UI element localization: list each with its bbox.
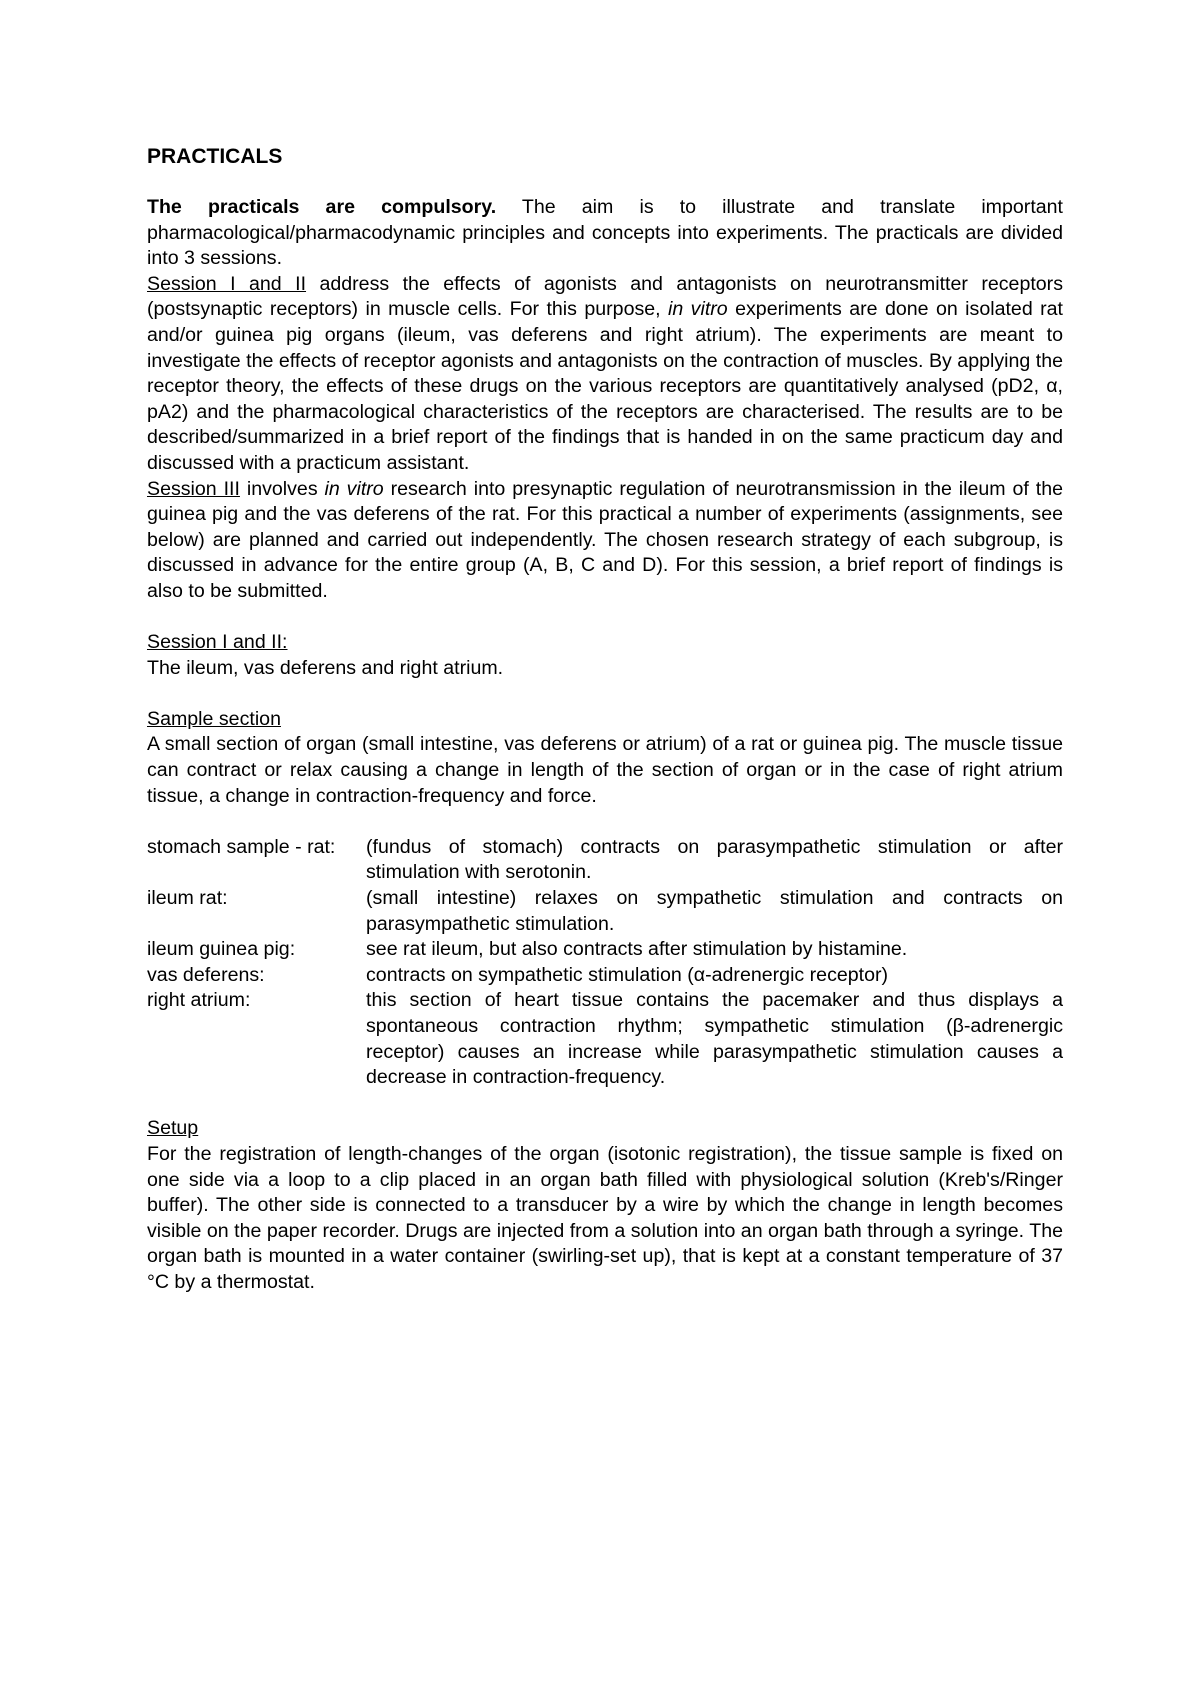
session-3-paragraph xyxy=(147,477,1063,605)
sample-section-paragraph: A small section of organ (small intestine, vas deferens or atrium) of a rat or guinea pig. The muscle tissue can contract or relax causing a change in length of the section of organ or in the case of right atrium tissue, a change in contraction-frequency and force. xyxy=(147,733,1063,807)
document-page xyxy=(147,143,1063,1296)
intro-text: The aim is to illustrate and translate important pharmacological/pharmacodynamic principles and concepts into experiments. The practicals are divided into 3 sessions. xyxy=(147,196,1064,270)
session-1-2-italic: in vitro xyxy=(668,298,728,321)
organ-term: stomach sample - rat: xyxy=(147,835,336,858)
organ-description: (small intestine) relaxes on sympathetic stimulation and contracts on parasympathetic stimulation. xyxy=(366,887,1063,935)
session-1-2-subtitle: The ileum, vas deferens and right atrium. xyxy=(147,656,504,679)
setup-paragraph: For the registration of length-changes of the organ (isotonic registration), the tissue sample is fixed on one side via a loop to a clip placed in an organ bath filled with physiological solution (Kreb's/Ringer buffer). The other side is connected to a transducer by a wire by which the change in length becomes visible on the paper recorder. Drugs are injected from a solution into an organ bath through a syringe. The organ bath is mounted in a water container (swirling-set up), that is kept at a constant temperature of 37 °C by a thermostat. xyxy=(147,1142,1063,1293)
page-title: PRACTICALS xyxy=(147,145,283,168)
session-1-2-text-a: address the effects of agonists and antagonists on neurotransmitter receptors (postsynaptic receptors) in muscle cells. For this purpose, xyxy=(147,272,1064,321)
setup-heading xyxy=(147,1116,1063,1142)
organ-description: this section of heart tissue contains the pacemaker and thus displays a spontaneous contraction rhythm; sympathetic stimulation (β-adrenergic receptor) causes an increase while parasympathetic stimulation causes a decrease in contraction-frequency. xyxy=(366,989,1063,1089)
session-1-2-label: Session I and II xyxy=(147,272,307,295)
organ-term: vas deferens: xyxy=(147,963,265,986)
organ-term: ileum guinea pig: xyxy=(147,938,296,961)
sample-section-heading-label: Sample section xyxy=(147,707,281,730)
organ-definition-list xyxy=(147,835,1063,1091)
organ-term: right atrium: xyxy=(147,989,251,1012)
organ-description: contracts on sympathetic stimulation (α-adrenergic receptor) xyxy=(366,963,889,986)
session-1-2-heading-label: Session I and II: xyxy=(147,631,288,654)
organ-row xyxy=(147,963,1063,989)
organ-description: (fundus of stomach) contracts on parasympathetic stimulation or after stimulation with serotonin. xyxy=(366,835,1063,884)
organ-row xyxy=(147,988,1063,1090)
setup-heading-label: Setup xyxy=(147,1117,199,1140)
organ-description: see rat ileum, but also contracts after stimulation by histamine. xyxy=(366,938,908,961)
session-3-italic: in vitro xyxy=(324,477,384,500)
sample-section-heading xyxy=(147,707,1063,733)
organ-row xyxy=(147,886,1063,937)
organ-term: ileum rat: xyxy=(147,887,228,910)
organ-row xyxy=(147,937,1063,963)
intro-paragraph xyxy=(147,195,1063,272)
session-1-2-paragraph xyxy=(147,272,1063,477)
intro-bold-lead: The practicals are compulsory. xyxy=(147,196,497,218)
session-3-text-a: involves xyxy=(239,477,325,500)
session-1-2-text-b: experiments are done on isolated rat and/or guinea pig organs (ileum, vas deferens and right atrium). The experiments are meant to investigate the effects of receptor agonists and antagonists on the contraction of muscles. By applying the receptor theory, the effects of these drugs on the various receptors are quantitatively analysed (pD2, α, pA2) and the pharmacological characteristics of the receptors are characterised. The results are to be described/summarized in a brief report of the findings that is handed in on the same practicum day and discussed with a practicum assistant. xyxy=(147,298,1063,474)
session-3-label: Session III xyxy=(147,477,240,500)
session-1-2-heading xyxy=(147,630,1063,656)
organ-row xyxy=(147,835,1063,886)
session-3-text-b: research into presynaptic regulation of neurotransmission in the ileum of the guinea pig and the vas deferens of the rat. For this practical a number of experiments (assignments, see below) are planned and carried out independently. The chosen research strategy of each subgroup, is discussed in advance for the entire group (A, B, C and D). For this session, a brief report of findings is also to be submitted. xyxy=(147,477,1063,602)
